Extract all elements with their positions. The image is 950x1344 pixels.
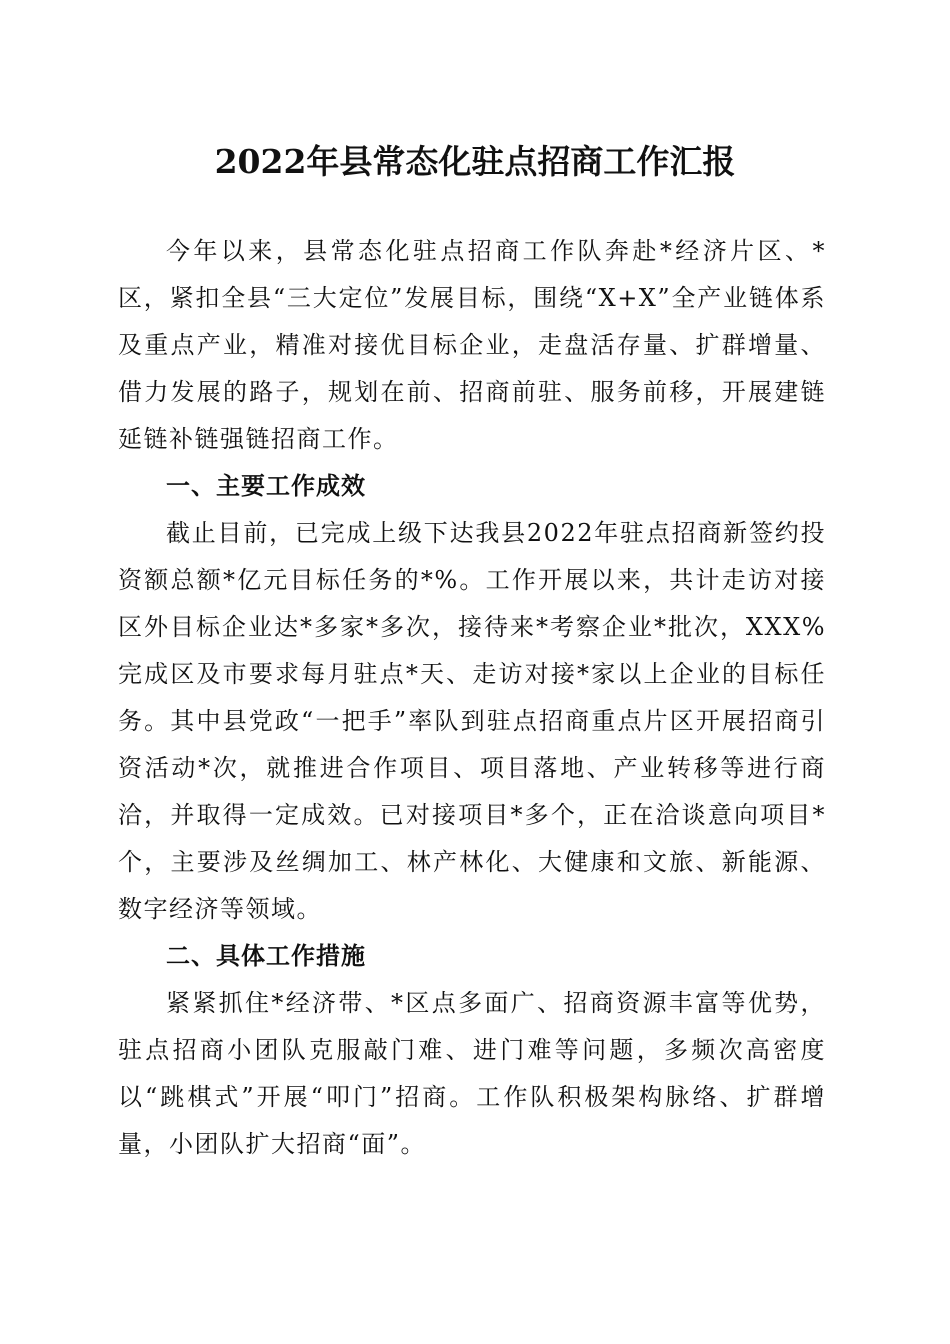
- section-heading-achievements: 一、主要工作成效: [166, 472, 366, 500]
- document-body: [118, 228, 826, 1168]
- section-heading-measures: 二、具体工作措施: [166, 942, 366, 970]
- section-paragraph-achievements: 截止目前，已完成上级下达我县2022年驻点招商新签约投资额总额*亿元目标任务的*%。工作开展以来，共计走访对接区外目标企业达*多家*多次，接待来*考察企业*批次，XXX%完成区及市要求每月驻点*天、走访对接*家以上企业的目标任务。其中县党政“一把手”率队到驻点招商重点片区开展招商引资活动*次，就推进合作项目、项目落地、产业转移等进行商洽，并取得一定成效。已对接项目*多个，正在洽谈意向项目*个，主要涉及丝绸加工、林产林化、大健康和文旅、新能源、数字经济等领域。: [118, 519, 826, 923]
- section-paragraph-measures: 紧紧抓住*经济带、*区点多面广、招商资源丰富等优势，驻点招商小团队克服敲门难、进门难等问题，多频次高密度以“跳棋式”开展“叩门”招商。工作队积极架构脉络、扩群增量，小团队扩大招商“面”。: [118, 989, 826, 1158]
- document-title: 2022年县常态化驻点招商工作汇报: [214, 142, 736, 181]
- intro-paragraph: 今年以来，县常态化驻点招商工作队奔赴*经济片区、*区，紧扣全县“三大定位”发展目标，围绕“X+X”全产业链体系及重点产业，精准对接优目标企业，走盘活存量、扩群增量、借力发展的路子，规划在前、招商前驻、服务前移，开展建链延链补链强链招商工作。: [118, 237, 826, 453]
